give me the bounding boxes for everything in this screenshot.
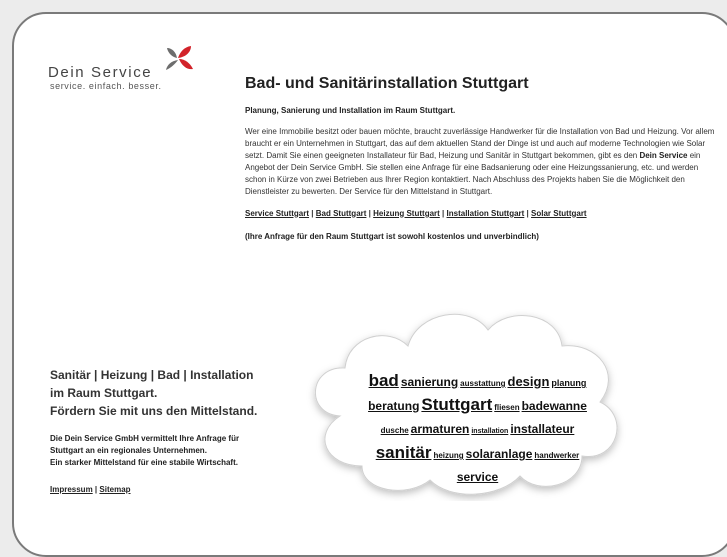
tag-cloud (345, 370, 610, 488)
tag-link[interactable]: armaturen (410, 422, 470, 436)
intro-text-part: ein Angebot der Dein Service GmbH. Sie stellen eine Anfrage für eine Badsanierung oder eine Heizungssanierung, etc. und werden schon in Kürze von zwei Betrieben aus Ihrer Region kontaktiert. Nach Abschluss des Projekts haben Sie die Möglichkeit den Dienstleister zu bewerten. Der Service für den Mittelstand in Stuttgart. (245, 151, 701, 197)
tag-link[interactable]: solaranlage (465, 447, 533, 461)
sitemap-link[interactable]: Sitemap (99, 485, 131, 494)
logo-mark-icon (166, 46, 194, 72)
tag-link[interactable]: beratung (368, 399, 420, 413)
logo-mark-gray-petal (166, 60, 178, 70)
main-content (245, 75, 715, 241)
tag-link[interactable]: design (507, 374, 550, 389)
tag-link[interactable]: badewanne (521, 399, 587, 413)
left-description-line: Die Dein Service GmbH vermittelt Ihre Anfrage für (50, 434, 240, 443)
tag-link[interactable]: fliesen (494, 403, 520, 412)
page-subtitle: Planung, Sanierung und Installation im Raum Stuttgart. (245, 106, 456, 115)
logo-mark-red-petal (179, 59, 193, 69)
footer-separator: | (94, 485, 98, 494)
tag-link[interactable]: planung (551, 378, 587, 388)
left-description (50, 433, 290, 469)
tag-link[interactable]: Stuttgart (421, 395, 493, 414)
left-heading (50, 366, 290, 420)
link-heizung-stuttgart[interactable]: Heizung Stuttgart (373, 208, 440, 218)
tag-link[interactable]: installation (471, 428, 509, 435)
tag-link[interactable]: heizung (433, 451, 464, 460)
left-description-line: Stuttgart an ein regionales Unternehmen. (50, 446, 207, 455)
left-heading-line: im Raum Stuttgart. (50, 386, 158, 400)
logo-tagline: service. einfach. besser. (50, 81, 162, 91)
tag-link[interactable]: service (456, 470, 499, 484)
tag-link[interactable]: dusche (380, 426, 409, 435)
footer-links (50, 485, 290, 494)
intro-text-part: Wer eine Immobilie besitzt oder bauen möchte, braucht zuverlässige Handwerker für die Installation von Bad und Heizung. Vor allem braucht er ein Unternehmen in Stuttgart, das auf dem aktuellen Stand der Dinge ist und auch auf moderne Technologien wie Solar setzt. Damit Sie einen geeigneten Installateur für Bad, Heizung und Sanitär in Stuttgart bekommen, gibt es den (245, 127, 715, 161)
request-note: (Ihre Anfrage für den Raum Stuttgart ist sowohl kostenlos und unverbindlich) (245, 231, 539, 241)
link-bad-stuttgart[interactable]: Bad Stuttgart (315, 208, 367, 218)
left-description-line: Ein starker Mittelstand für eine stabile Wirtschaft. (50, 458, 238, 467)
logo-mark-gray-petal (167, 48, 177, 58)
left-info (50, 366, 290, 494)
service-links (245, 209, 715, 218)
link-solar-stuttgart[interactable]: Solar Stuttgart (531, 208, 587, 218)
logo-name: Dein Service (48, 64, 153, 81)
tag-link[interactable]: bad (368, 371, 399, 390)
intro-brand: Dein Service (639, 151, 688, 161)
link-separator: | (311, 208, 314, 218)
tag-link[interactable]: installateur (510, 422, 575, 436)
impressum-link[interactable]: Impressum (50, 485, 93, 494)
link-installation-stuttgart[interactable]: Installation Stuttgart (446, 208, 525, 218)
left-heading-line: Fördern Sie mit uns den Mittelstand. (50, 404, 258, 418)
logo[interactable] (48, 46, 208, 96)
tag-link[interactable]: ausstattung (460, 379, 506, 388)
left-heading-line: Sanitär | Heizung | Bad | Installation (50, 368, 254, 382)
intro-paragraph (245, 126, 715, 199)
page-title: Bad- und Sanitärinstallation Stuttgart (245, 75, 529, 92)
link-separator: | (526, 208, 529, 218)
link-separator: | (368, 208, 371, 218)
link-service-stuttgart[interactable]: Service Stuttgart (245, 208, 310, 218)
tag-link[interactable]: handwerker (534, 451, 580, 460)
tag-link[interactable]: sanierung (400, 375, 459, 389)
link-separator: | (442, 208, 445, 218)
logo-mark-red-petal (178, 46, 191, 58)
tag-link[interactable]: sanitär (375, 443, 432, 462)
